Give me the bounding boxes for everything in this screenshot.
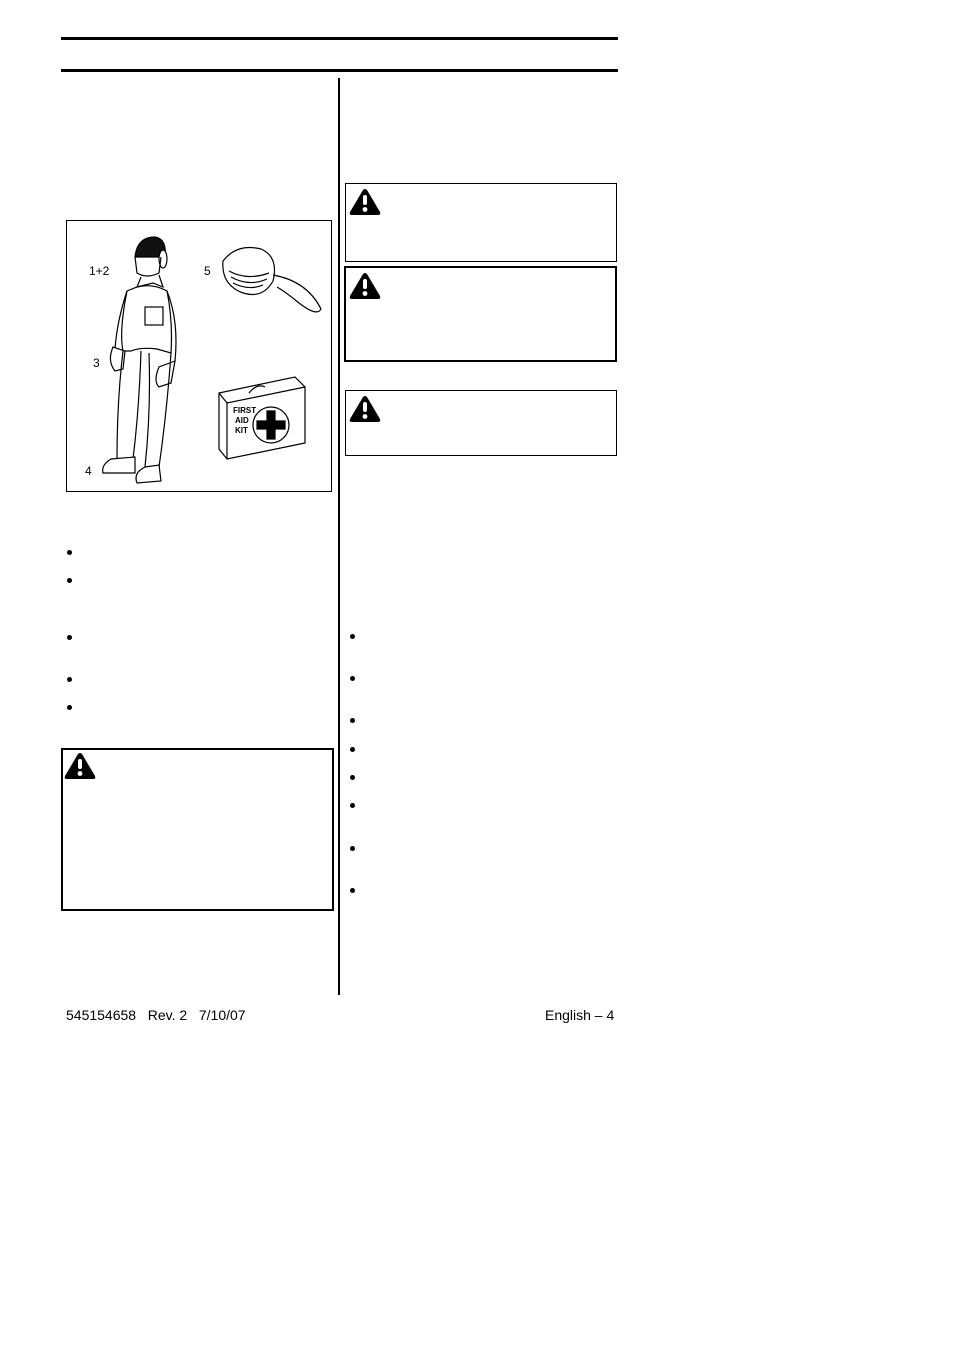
callout-dust-mask: 5 xyxy=(204,264,211,278)
bullet-right-4 xyxy=(350,747,355,752)
callout-helmet-visor-ear: 1+2 xyxy=(89,264,110,278)
bullet-left-4 xyxy=(67,677,72,682)
header-rule-bottom xyxy=(61,69,618,72)
bullet-right-7 xyxy=(350,846,355,851)
warning-triangle-icon xyxy=(349,395,381,423)
first-aid-kit-label-3: KIT xyxy=(235,426,248,435)
warning-triangle-icon xyxy=(349,272,381,300)
warning-box-right-2 xyxy=(344,266,617,362)
warning-box-left-1 xyxy=(61,748,334,911)
bullet-right-1 xyxy=(350,634,355,639)
header-rule-top xyxy=(61,37,618,40)
column-divider xyxy=(338,78,340,995)
first-aid-kit-label-2: AID xyxy=(235,416,249,425)
warning-box-right-3 xyxy=(345,390,617,456)
bullet-right-5 xyxy=(350,775,355,780)
footer-date: 7/10/07 xyxy=(198,1007,246,1023)
footer-page-label: English – 4 xyxy=(545,1007,615,1023)
bullet-left-5 xyxy=(67,705,72,710)
warning-triangle-icon xyxy=(349,188,381,216)
callout-boots: 4 xyxy=(85,464,92,478)
bullet-right-8 xyxy=(350,888,355,893)
footer-revision: Rev. 2 xyxy=(147,1007,188,1023)
first-aid-kit-label-1: FIRST xyxy=(233,406,257,415)
protective-equipment-figure xyxy=(66,220,332,492)
warning-box-right-1 xyxy=(345,183,617,262)
bullet-right-3 xyxy=(350,718,355,723)
protective-equipment-illustration xyxy=(67,221,331,491)
footer-doc-number: 545154658 xyxy=(66,1007,137,1023)
callout-gloves: 3 xyxy=(93,356,100,370)
footer-doc-info xyxy=(66,1007,246,1023)
bullet-right-2 xyxy=(350,676,355,681)
bullet-left-3 xyxy=(67,635,72,640)
warning-triangle-icon xyxy=(64,752,96,780)
bullet-right-6 xyxy=(350,803,355,808)
bullet-left-1 xyxy=(67,550,72,555)
bullet-left-2 xyxy=(67,578,72,583)
